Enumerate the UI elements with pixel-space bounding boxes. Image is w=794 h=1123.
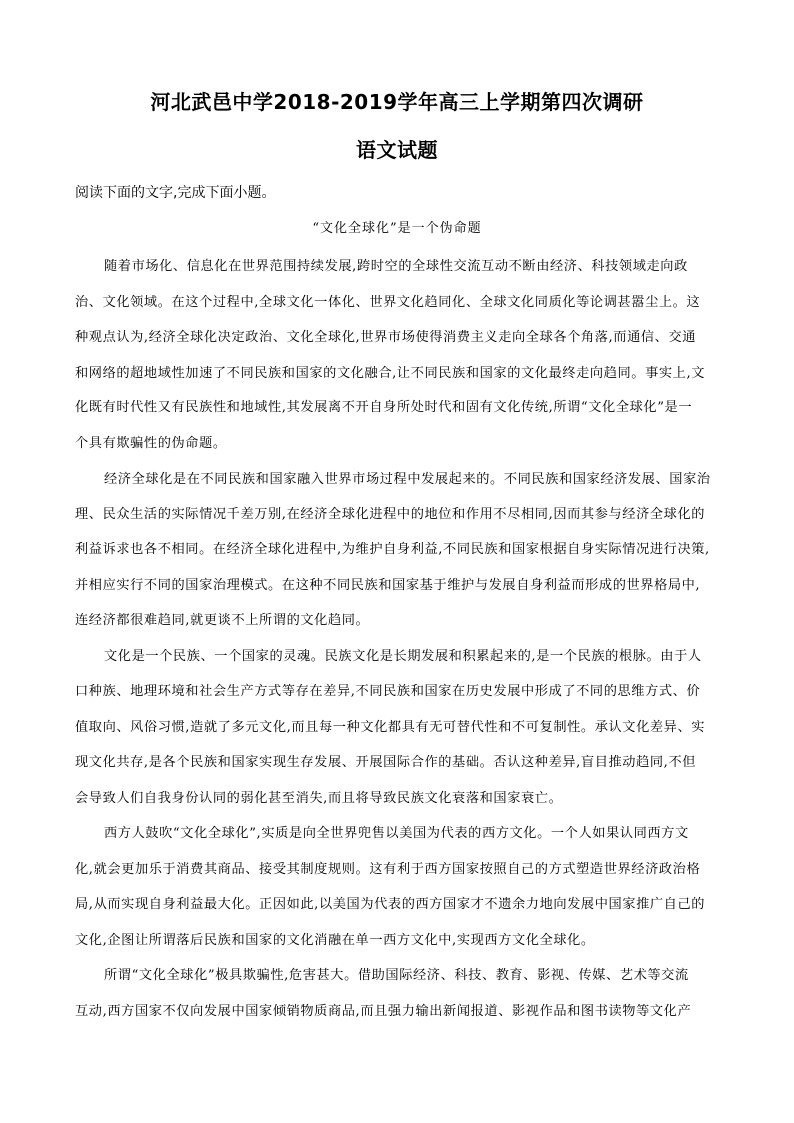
reading-instruction: 阅读下面的文字,完成下面小题。 bbox=[75, 185, 276, 201]
article-line: 互动,西方国家不仅向发展中国家倾销物质商品,而且强力输出新闻报道、影视作品和图书读物等文化产 bbox=[75, 1004, 692, 1019]
article-line: 治、文化领域。在这个过程中,全球文化一体化、世界文化趋同化、全球文化同质化等论调甚嚣尘上。这 bbox=[75, 295, 701, 310]
article-line: 随着市场化、信息化在世界范围持续发展,跨时空的全球性交流互动不断由经济、科技领域走向政 bbox=[104, 259, 688, 274]
article-line: 西方人鼓吹“文化全球化”,实质是向全世界兜售以美国为代表的西方文化。一个人如果认同西方文 bbox=[104, 826, 689, 841]
article-title: “文化全球化”是一个伪命题 bbox=[312, 221, 482, 236]
document-subtitle: 语文试题 bbox=[356, 138, 438, 162]
article-line: 化,就会更加乐于消费其商品、接受其制度规则。这有利于西方国家按照自己的方式塑造世界经济政治格 bbox=[75, 862, 701, 877]
document-title: 河北武邑中学2018-2019学年高三上学期第四次调研 bbox=[150, 90, 644, 114]
article-line: 局,从而实现自身利益最大化。正因如此,以美国为代表的西方国家才不遗余力地向发展中国家推广自己的 bbox=[75, 897, 706, 912]
article-line: 和网络的超地域性加速了不同民族和国家的文化融合,让不同民族和国家的文化最终走向趋同。事实上,文 bbox=[75, 366, 706, 381]
article-line: 并相应实行不同的国家治理模式。在这种不同民族和国家基于维护与发展自身利益而形成的世界格局中, bbox=[75, 578, 701, 593]
article-line: 理、民众生活的实际情况千差万别,在经济全球化进程中的地位和作用不尽相同,因而其参与经济全球化的 bbox=[75, 507, 706, 522]
article-line: 经济全球化是在不同民族和国家融入世界市场过程中发展起来的。不同民族和国家经济发展、国家治 bbox=[104, 472, 711, 487]
article-line: 口种族、地理环境和社会生产方式等存在差异,不同民族和国家在历史发展中形成了不同的思维方式、价 bbox=[75, 684, 701, 699]
article-line: 现文化共存,是各个民族和国家实现生存发展、开展国际合作的基础。否认这种差异,盲目推动趋同,不但 bbox=[75, 755, 697, 770]
article-line: 个具有欺骗性的伪命题。 bbox=[75, 436, 227, 451]
article-line: 连经济都很难趋同,就更谈不上所谓的文化趋同。 bbox=[75, 613, 370, 628]
article-line: 化既有时代性又有民族性和地域性,其发展离不开自身所处时代和固有文化传统,所谓“文化全球化”是一 bbox=[75, 400, 693, 415]
article-line: 文化,企图让所谓落后民族和国家的文化消融在单一西方文化中,实现西方文化全球化。 bbox=[75, 933, 595, 948]
article-line: 文化是一个民族、一个国家的灵魂。民族文化是长期发展和积累起来的,是一个民族的根脉。由于人 bbox=[104, 649, 702, 664]
article-line: 所谓“文化全球化”极具欺骗性,危害甚大。借助国际经济、科技、教育、影视、传媒、艺术等交流 bbox=[104, 968, 689, 983]
article-line: 利益诉求也各不相同。在经济全球化进程中,为维护自身利益,不同民族和国家根据自身实际情况进行决策, bbox=[75, 542, 710, 557]
article-line: 值取向、风俗习惯,造就了多元文化,而且每一种文化都具有无可替代性和不可复制性。承认文化差异、实 bbox=[75, 720, 706, 735]
article-line: 会导致人们自我身份认同的弱化甚至消失,而且将导致民族文化衰落和国家衰亡。 bbox=[75, 791, 563, 806]
article-line: 种观点认为,经济全球化决定政治、文化全球化,世界市场使得消费主义走向全球各个角落,而通信、交通 bbox=[75, 330, 697, 345]
